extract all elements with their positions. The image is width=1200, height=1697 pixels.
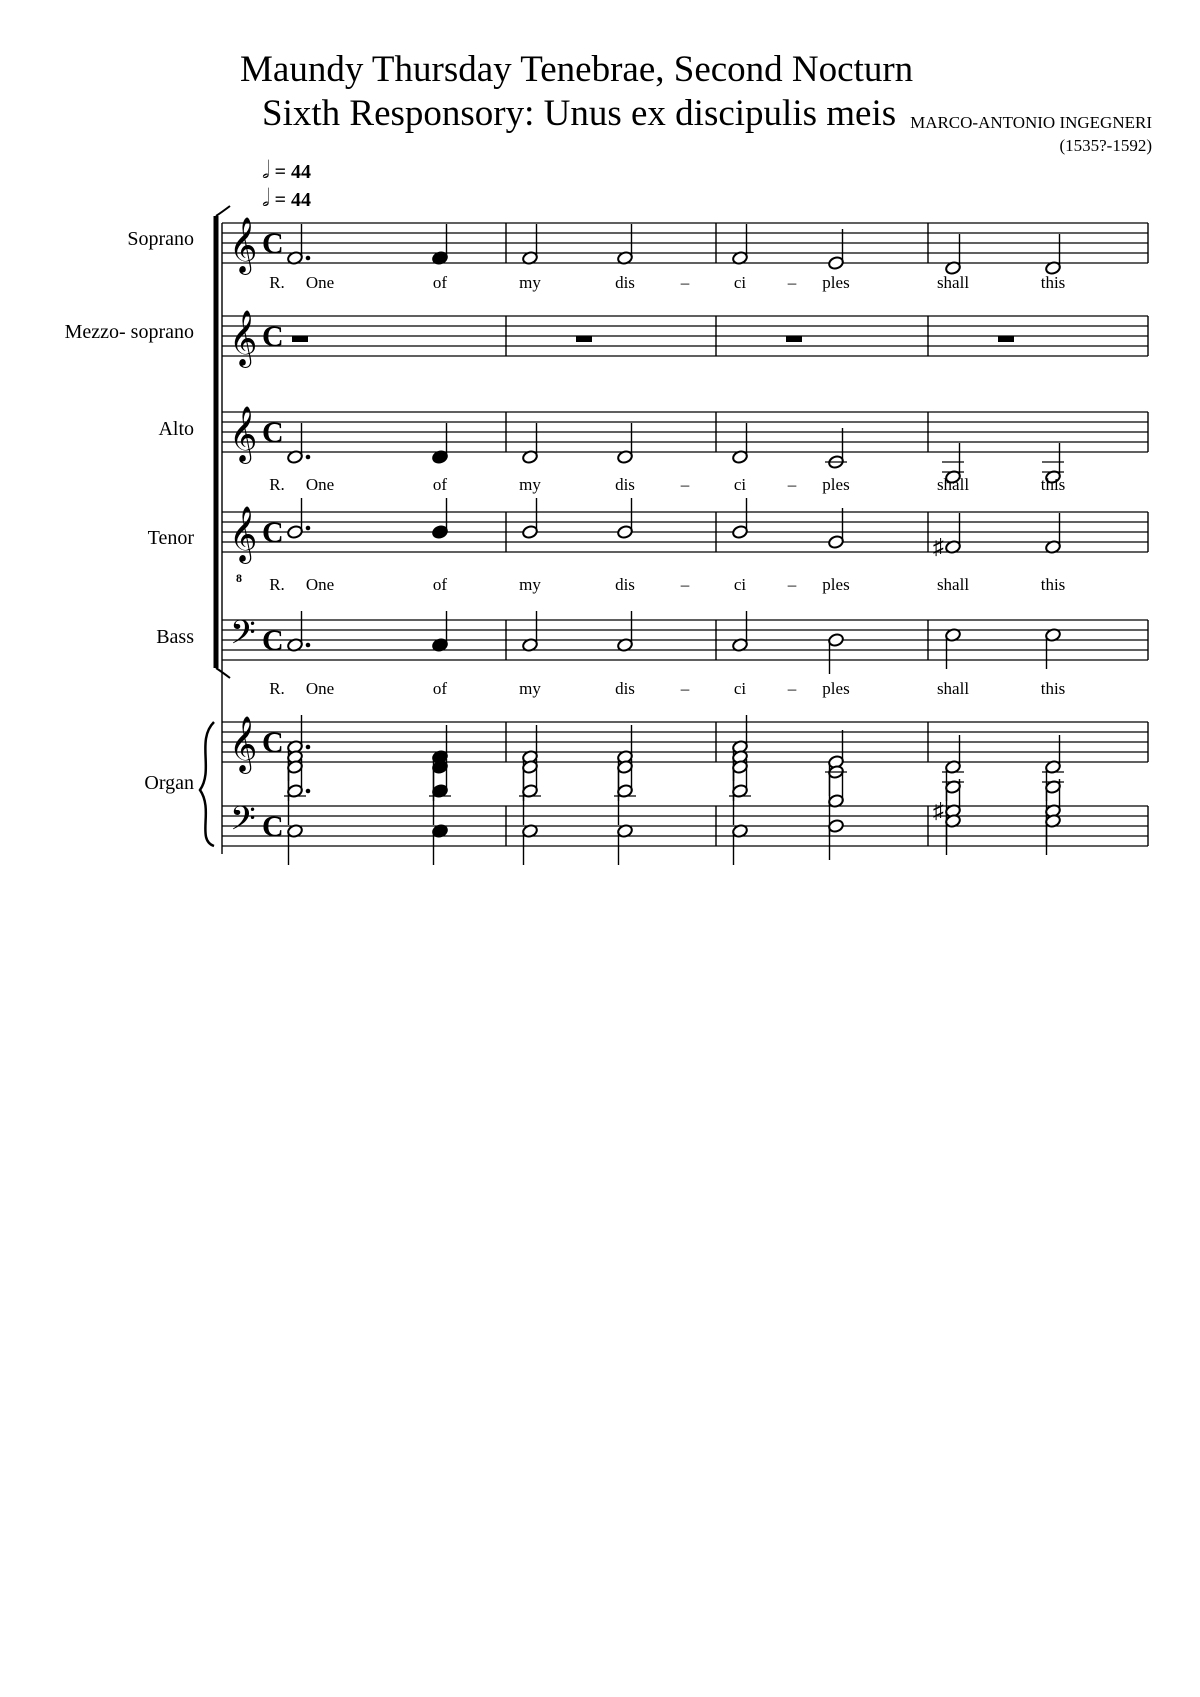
lyric-syllable-soprano: R. <box>269 273 285 292</box>
common-time-icon: C <box>262 810 284 843</box>
lyric-syllable-soprano: of <box>432 273 448 292</box>
common-time-icon: C <box>262 624 284 657</box>
lyric-syllable-alto: – <box>787 475 797 494</box>
lyric-syllable-soprano: One <box>305 273 335 292</box>
half-note-icon: 𝅗𝅥 <box>262 186 270 212</box>
augmentation-dot <box>306 789 311 794</box>
common-time-icon: C <box>262 320 284 353</box>
common-time-icon: C <box>262 416 284 449</box>
lyric-syllable-tenor: – <box>680 575 690 594</box>
lyric-syllable-alto: ples <box>822 475 850 494</box>
lyric-syllable-soprano: ples <box>822 273 850 292</box>
lyric-syllable-bass: dis <box>615 679 635 698</box>
lyric-syllable-tenor: One <box>305 575 335 594</box>
organ-brace <box>200 722 214 846</box>
lyric-syllable-tenor: my <box>519 575 541 594</box>
title-line-1: Maundy Thursday Tenebrae, Second Nocturn <box>240 49 914 90</box>
label-organ: Organ <box>144 772 194 794</box>
lyric-syllable-alto: One <box>305 475 335 494</box>
label-bass: Bass <box>156 626 194 648</box>
augmentation-dot <box>306 745 311 750</box>
whole-rest-icon <box>576 336 592 342</box>
lyric-syllable-bass: shall <box>936 679 970 698</box>
augmentation-dot <box>306 643 311 648</box>
lyric-syllable-tenor: of <box>432 575 448 594</box>
composer-name: MARCO-ANTONIO INGEGNERI <box>910 113 1152 132</box>
lyric-syllable-soprano: this <box>1040 273 1066 292</box>
lyric-syllable-bass: this <box>1040 679 1066 698</box>
augmentation-dot <box>306 455 311 460</box>
octave-eight-icon: 8 <box>236 571 242 585</box>
lyric-syllable-alto: dis <box>615 475 635 494</box>
lyric-syllable-soprano: dis <box>615 273 635 292</box>
label-alto: Alto <box>158 418 194 440</box>
choir-bracket-bottom <box>216 668 230 678</box>
sharp-icon: ♯ <box>933 534 944 559</box>
treble-clef-icon: 𝄞 <box>229 508 258 561</box>
lyric-syllable-alto: of <box>432 475 448 494</box>
lyric-syllable-alto: this <box>1040 475 1066 494</box>
tempo-value-2: = 44 <box>274 189 312 211</box>
common-time-icon: C <box>262 516 284 549</box>
augmentation-dot <box>306 526 311 531</box>
whole-rest-icon <box>292 336 308 342</box>
common-time-icon: C <box>262 726 284 759</box>
lyric-syllable-bass: – <box>680 679 690 698</box>
augmentation-dot <box>306 256 311 261</box>
title-line-2: Sixth Responsory: Unus ex discipulis meis <box>262 93 897 134</box>
lyric-syllable-bass: – <box>787 679 797 698</box>
lyric-syllable-alto: my <box>519 475 541 494</box>
lyric-syllable-alto: R. <box>269 475 285 494</box>
lyric-syllable-bass: my <box>519 679 541 698</box>
lyric-syllable-alto: ci <box>733 475 747 494</box>
treble-clef-icon: 𝄞 <box>229 718 258 771</box>
lyric-syllable-tenor: this <box>1040 575 1066 594</box>
label-tenor: Tenor <box>147 527 194 549</box>
lyric-syllable-tenor: – <box>787 575 797 594</box>
label-mezzo-soprano: Mezzo- soprano <box>64 321 194 343</box>
lyric-syllable-bass: One <box>305 679 335 698</box>
lyric-syllable-soprano: – <box>787 273 797 292</box>
treble-clef-icon: 𝄞 <box>229 219 258 272</box>
lyric-syllable-alto: shall <box>936 475 970 494</box>
lyric-syllable-bass: ci <box>733 679 747 698</box>
treble-clef-icon: 𝄞 <box>229 408 258 461</box>
half-note-icon: 𝅗𝅥 <box>262 158 270 184</box>
lyric-syllable-bass: ples <box>822 679 850 698</box>
sharp-icon: ♯ <box>933 798 944 823</box>
lyric-syllable-soprano: shall <box>936 273 970 292</box>
choir-bracket-top <box>216 206 230 216</box>
lyric-syllable-soprano: – <box>680 273 690 292</box>
composer-dates: (1535?-1592) <box>1059 136 1152 155</box>
lyric-syllable-tenor: R. <box>269 575 285 594</box>
tempo-value-1: = 44 <box>274 161 312 183</box>
lyric-syllable-tenor: dis <box>615 575 635 594</box>
treble-clef-icon: 𝄞 <box>229 312 258 365</box>
lyric-syllable-bass: of <box>432 679 448 698</box>
lyric-syllable-alto: – <box>680 475 690 494</box>
whole-rest-icon <box>998 336 1014 342</box>
whole-rest-icon <box>786 336 802 342</box>
bass-clef-icon: 𝄢 <box>230 800 256 845</box>
label-soprano: Soprano <box>127 228 194 250</box>
lyric-syllable-bass: R. <box>269 679 285 698</box>
lyric-syllable-tenor: shall <box>936 575 970 594</box>
lyric-syllable-tenor: ples <box>822 575 850 594</box>
lyric-syllable-soprano: ci <box>733 273 747 292</box>
bass-clef-icon: 𝄢 <box>230 614 256 659</box>
lyric-syllable-soprano: my <box>519 273 541 292</box>
lyric-syllable-tenor: ci <box>733 575 747 594</box>
common-time-icon: C <box>262 227 284 260</box>
